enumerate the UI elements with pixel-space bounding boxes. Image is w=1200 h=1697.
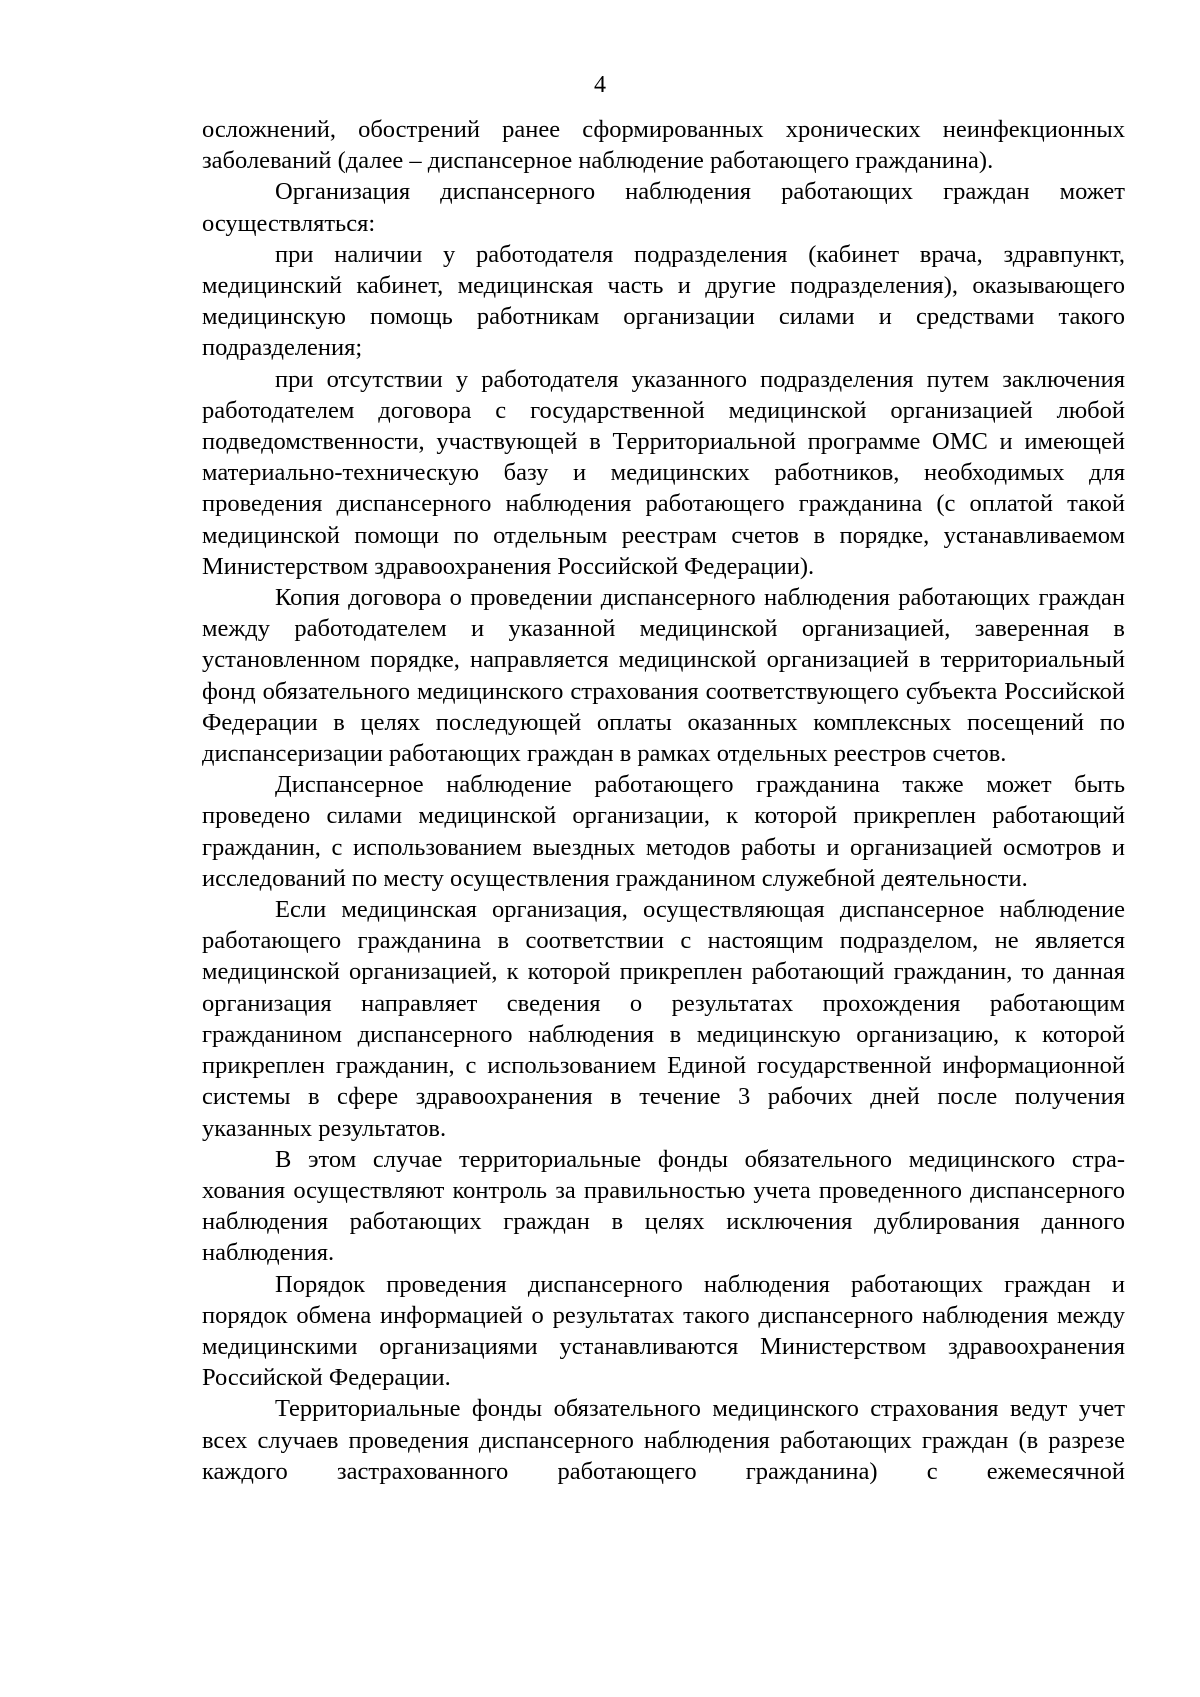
document-body [202,114,1125,1487]
paragraph-contract-copy: Копия договора о проведении диспансерного наблюдения работающих граждан между работодателем и указанной медицинской организацией, заверенная в установленном порядке, направляется медицинской организацией в территориальный фонд обязательного медицинского страхования соответствующего субъекта Российской Федерации в целях последующей оплаты оказанных комплексных посещений по диспансеризации работающих граждан в рамках отдельных реестров счетов. [202,584,1125,768]
paragraph-attached-organization: Диспансерное наблюдение работающего гражданина также может быть проведено силами медицинской организации, к которой прикреплен работающий гражданин, с использованием выездных методов работы и организацией осмотров и исследований по месту осуществления гражданином служебной деятельности. [202,771,1125,892]
paragraph-option-contract: при отсутствии у работодателя указанного подразделения путем заключения работодателем договора с государственной медицинской организацией любой подведомственности, участвующей в Территориальной программе ОМС и имеющей материально-техническую базу и медицинских работников, необходимых для проведения диспансерного наблюдения работающего гражданина (с оплатой такой медицинской помощи по отдельным реестрам счетов в порядке, устанавливаемом Министерством здравоохранения Российской Федерации). [202,365,1125,580]
page-number: 4 [594,72,606,98]
paragraph-information-transfer: Если медицинская организация, осуществляющая диспансерное наблюдение работающего гражданина в соответствии с настоящим подразделом, не является медицинской организацией, к которой прикреплен работающий гражданин, то данная организация направляет сведения о результатах прохождения работающим гражданином диспансерного наблюдения в медицинскую организацию, к которой прикреплен гражданин, с использованием Единой государственной информационной системы в сфере здравоохранения в течение 3 рабочих дней после получения указанных результатов. [202,896,1125,1142]
paragraph-option-employer-unit: при наличии у работодателя подразделения (кабинет врача, здравпункт, медицинский кабинет, медицинская часть и другие подразделения), оказывающего медицинскую помощь работникам организации силами и средствами такого подразделения; [202,240,1125,362]
paragraph-fund-control: В этом случае территориальные фонды обязательного медицинского страхования осуществляют контроль за правильностью учета проведенного диспансерного наблюдения работающих граждан в целях исключения дублирования данного наблюдения. [202,1145,1125,1267]
paragraph-continuation: осложнений, обострений ранее сформированных хронических неинфекционных заболеваний (далее – диспансерное наблюдение работающего гражданина). [202,116,1125,175]
paragraph-accounting: Территориальные фонды обязательного медицинского страхования ведут учет всех случаев проведения диспансерного наблюдения работающих граждан (в разрезе каждого застрахованного работающего гражданина) с ежемесячной [202,1395,1125,1485]
paragraph-organization-intro: Организация диспансерного наблюдения работающих граждан может осуществляться: [202,178,1125,237]
paragraph-procedure: Порядок проведения диспансерного наблюдения работающих граждан и порядок обмена информацией о результатах такого диспансерного наблюдения между медицинскими организациями устанавливаются Министерством здравоохранения Российской Федерации. [202,1270,1125,1392]
